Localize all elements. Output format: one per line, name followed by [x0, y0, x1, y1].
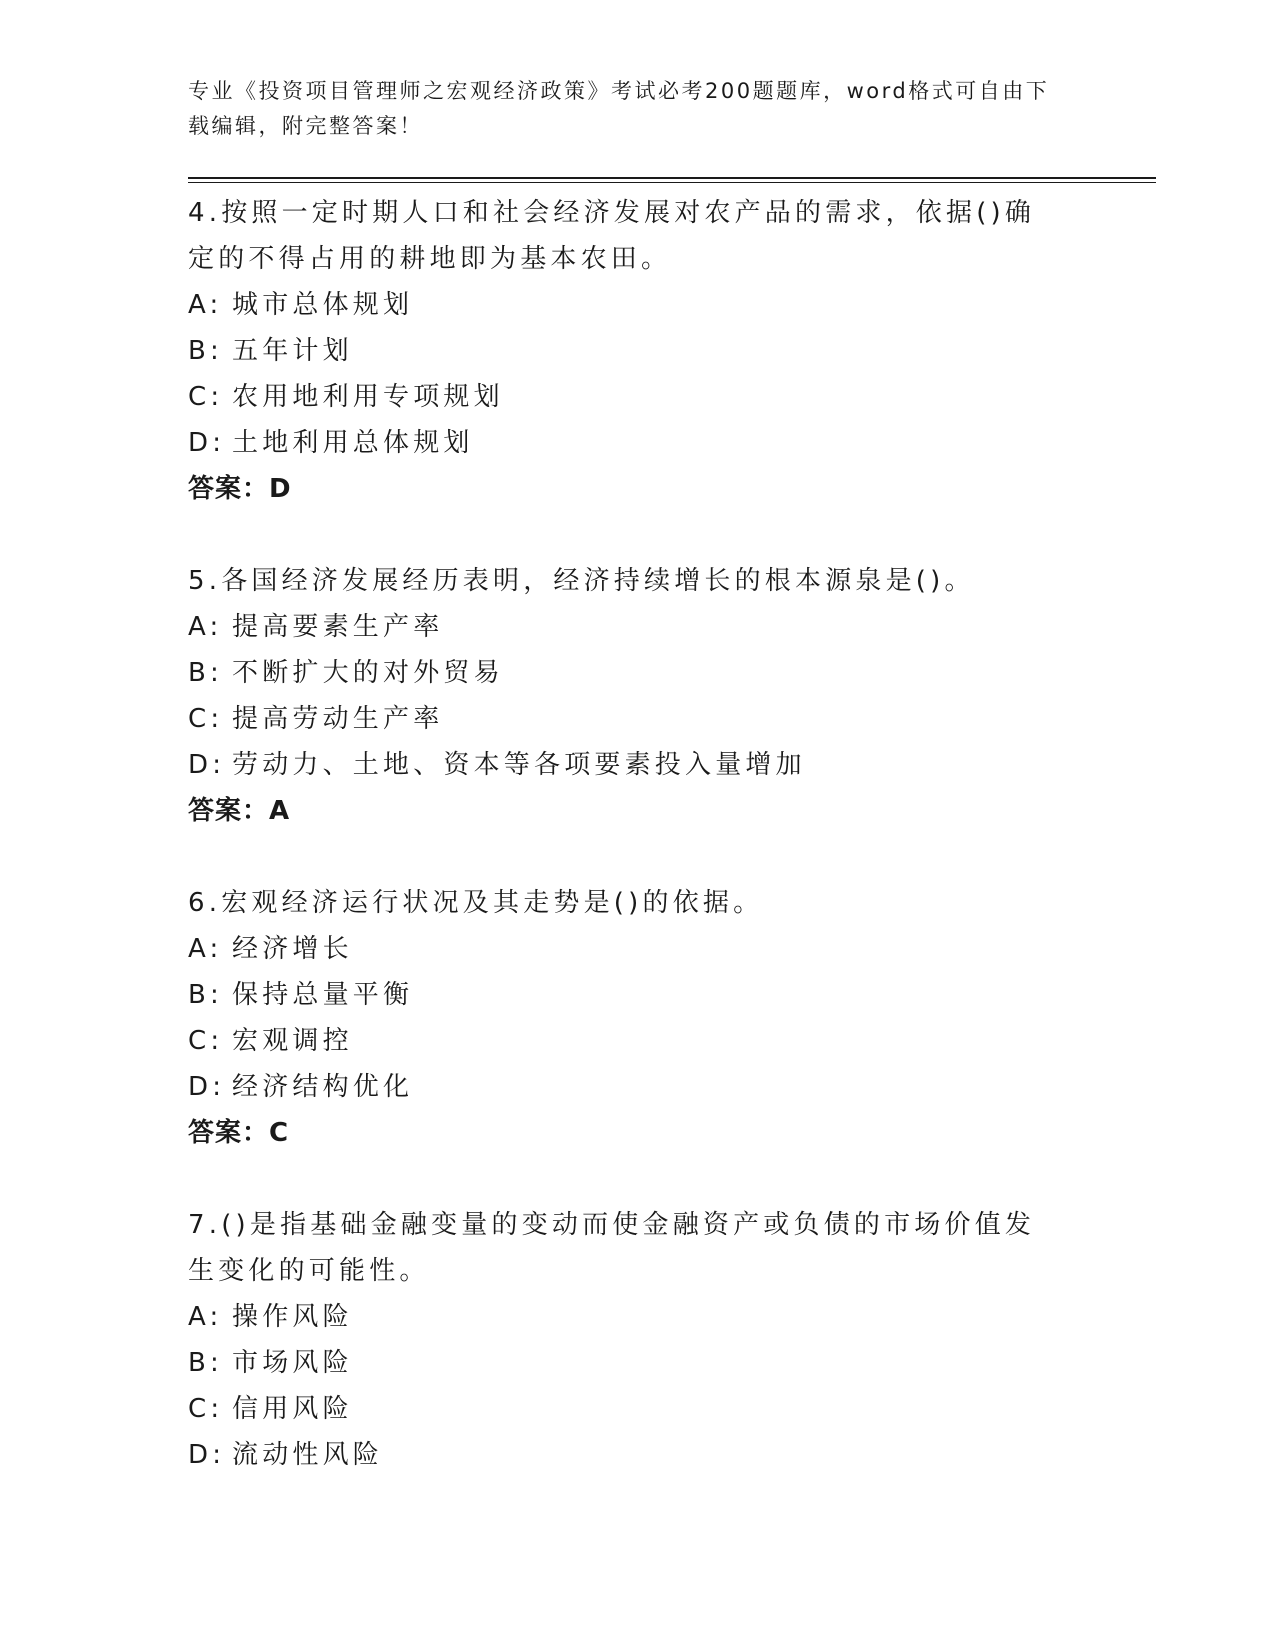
option-text: 提高要素生产率 [232, 612, 444, 642]
option-c [188, 696, 1078, 742]
question-6 [188, 880, 1078, 1156]
option-letter: B: [188, 336, 223, 366]
question-4 [188, 190, 1078, 512]
header-rule-thick [188, 177, 1156, 179]
option-a [188, 604, 1078, 650]
question-text: 5.各国经济发展经历表明，经济持续增长的根本源泉是()。 [188, 566, 975, 596]
option-text: 不断扩大的对外贸易 [232, 658, 504, 688]
header-rule-thin [188, 182, 1156, 183]
option-c [188, 1018, 1078, 1064]
option-text: 土地利用总体规划 [232, 428, 474, 458]
answer-line: 答案：A [188, 796, 291, 826]
option-text: 信用风险 [232, 1394, 353, 1424]
option-text: 五年计划 [232, 336, 353, 366]
option-letter: B: [188, 658, 223, 688]
option-c [188, 374, 1078, 420]
question-text: 4.按照一定时期人口和社会经济发展对农产品的需求，依据()确定的不得占用的耕地即为基本农田。 [188, 198, 1036, 274]
option-b [188, 972, 1078, 1018]
question-7 [188, 1202, 1078, 1478]
question-5 [188, 558, 1078, 834]
option-letter: C: [188, 704, 224, 734]
option-b [188, 1340, 1078, 1386]
question-text: 7.()是指基础金融变量的变动而使金融资产或负债的市场价值发生变化的可能性。 [188, 1210, 1036, 1286]
option-letter: D: [188, 1072, 226, 1102]
question-text: 6.宏观经济运行状况及其走势是()的依据。 [188, 888, 764, 918]
option-text: 提高劳动生产率 [232, 704, 444, 734]
option-text: 宏观调控 [232, 1026, 353, 1056]
document-header: 专业《投资项目管理师之宏观经济政策》考试必考200题题库，word格式可自由下载编辑，附完整答案！ [188, 79, 1050, 138]
option-letter: A: [188, 612, 223, 642]
option-a [188, 926, 1078, 972]
option-a [188, 282, 1078, 328]
option-d [188, 1064, 1078, 1110]
option-letter: B: [188, 980, 223, 1010]
option-text: 市场风险 [232, 1348, 353, 1378]
option-text: 经济结构优化 [232, 1072, 414, 1102]
option-letter: B: [188, 1348, 223, 1378]
option-letter: C: [188, 1394, 224, 1424]
option-letter: D: [188, 1440, 226, 1470]
answer-line: 答案：C [188, 1118, 290, 1148]
option-letter: A: [188, 1302, 223, 1332]
option-letter: C: [188, 1026, 224, 1056]
option-d [188, 742, 1078, 788]
option-text: 保持总量平衡 [232, 980, 414, 1010]
option-letter: A: [188, 290, 223, 320]
option-b [188, 328, 1078, 374]
option-letter: C: [188, 382, 224, 412]
option-c [188, 1386, 1078, 1432]
option-letter: D: [188, 750, 226, 780]
question-list [188, 190, 1078, 1524]
option-text: 农用地利用专项规划 [232, 382, 504, 412]
option-text: 流动性风险 [232, 1440, 384, 1470]
option-text: 经济增长 [232, 934, 353, 964]
option-letter: A: [188, 934, 223, 964]
option-text: 城市总体规划 [232, 290, 414, 320]
option-a [188, 1294, 1078, 1340]
option-letter: D: [188, 428, 226, 458]
option-d [188, 1432, 1078, 1478]
option-text: 劳动力、土地、资本等各项要素投入量增加 [232, 750, 806, 780]
option-text: 操作风险 [232, 1302, 353, 1332]
option-d [188, 420, 1078, 466]
option-b [188, 650, 1078, 696]
answer-line: 答案：D [188, 474, 292, 504]
